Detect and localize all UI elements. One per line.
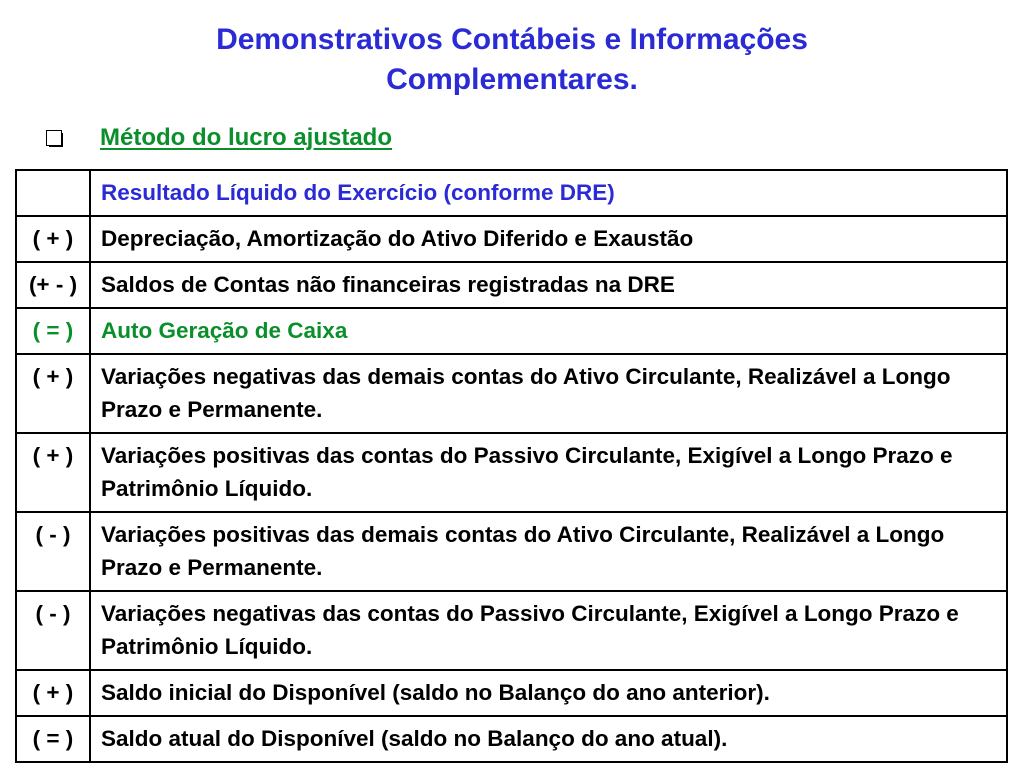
table-row bbox=[16, 591, 1007, 670]
checkbox-icon bbox=[44, 129, 62, 147]
title-line-1: Demonstrativos Contábeis e Informações bbox=[216, 23, 808, 56]
operator-cell: ( = ) bbox=[16, 716, 90, 762]
table-row bbox=[16, 308, 1007, 354]
description-cell: Depreciação, Amortização do Ativo Diferido e Exaustão bbox=[90, 216, 1007, 262]
operator-cell: ( + ) bbox=[16, 433, 90, 512]
description-cell: Resultado Líquido do Exercício (conforme DRE) bbox=[90, 170, 1007, 216]
table-row bbox=[16, 433, 1007, 512]
description-cell: Saldo atual do Disponível (saldo no Balanço do ano atual). bbox=[90, 716, 1007, 762]
bullet-text: Método do lucro ajustado bbox=[100, 124, 392, 151]
table-row bbox=[16, 716, 1007, 762]
description-cell: Variações positivas das contas do Passivo Circulante, Exigível a Longo Prazo e Patrimônio Líquido. bbox=[90, 433, 1007, 512]
operator-cell: ( + ) bbox=[16, 354, 90, 433]
title-line-2: Complementares. bbox=[386, 63, 638, 96]
description-cell: Saldos de Contas não financeiras registradas na DRE bbox=[90, 262, 1007, 308]
description-cell: Auto Geração de Caixa bbox=[90, 308, 1007, 354]
description-cell: Variações negativas das demais contas do Ativo Circulante, Realizável a Longo Prazo e Permanente. bbox=[90, 354, 1007, 433]
description-cell: Variações negativas das contas do Passivo Circulante, Exigível a Longo Prazo e Patrimônio Líquido. bbox=[90, 591, 1007, 670]
table-row bbox=[16, 512, 1007, 591]
cash-flow-table bbox=[15, 169, 1008, 763]
page-title bbox=[100, 20, 924, 100]
description-cell: Saldo inicial do Disponível (saldo no Balanço do ano anterior). bbox=[90, 670, 1007, 716]
description-cell: Variações positivas das demais contas do Ativo Circulante, Realizável a Longo Prazo e Permanente. bbox=[90, 512, 1007, 591]
operator-cell bbox=[16, 170, 90, 216]
table-row bbox=[16, 170, 1007, 216]
operator-cell: ( + ) bbox=[16, 216, 90, 262]
table-row bbox=[16, 354, 1007, 433]
operator-cell: ( = ) bbox=[16, 308, 90, 354]
table-row bbox=[16, 216, 1007, 262]
operator-cell: ( - ) bbox=[16, 512, 90, 591]
operator-cell: ( - ) bbox=[16, 591, 90, 670]
table-row bbox=[16, 262, 1007, 308]
bullet-item bbox=[44, 122, 392, 154]
table-row bbox=[16, 670, 1007, 716]
operator-cell: ( + ) bbox=[16, 670, 90, 716]
operator-cell: (+ - ) bbox=[16, 262, 90, 308]
